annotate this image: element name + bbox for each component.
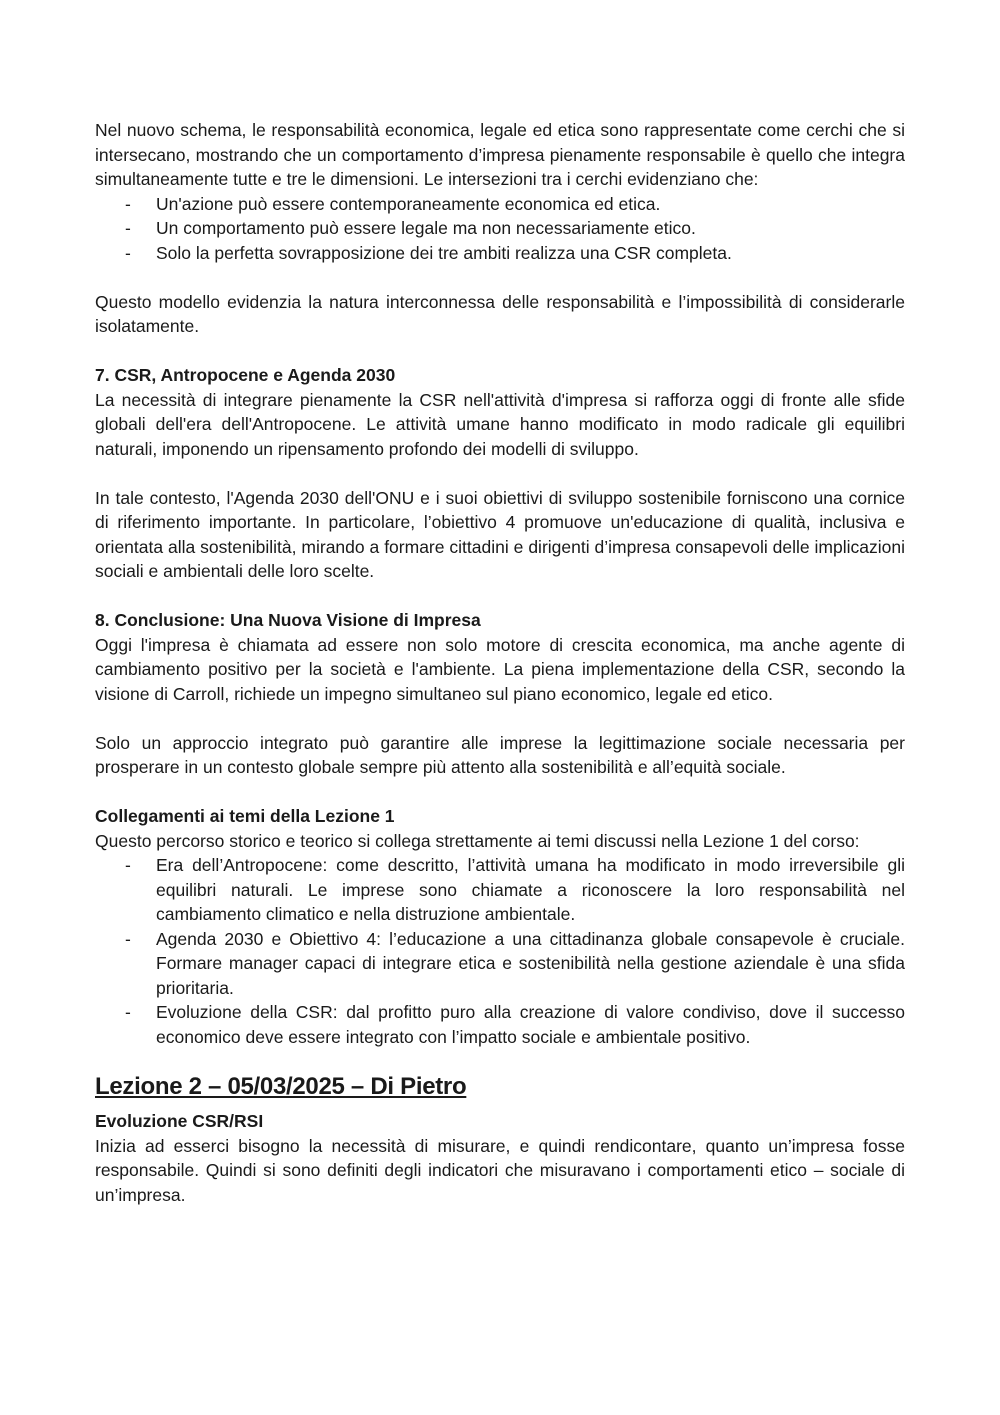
list-marker: - [125,242,131,263]
bullet-list-collegamenti [95,853,905,1049]
paragraph-7a: La necessità di integrare pienamente la CSR nell'attività d'impresa si rafforza oggi di fronte alle sfide globali dell'era dell'Antropocene. Le attività umane hanno modificato in modo radicale gli equilibri naturali, imponendo un ripensamento profondo dei modelli di sviluppo. [95,389,905,459]
list-marker: - [125,928,131,949]
bullet-list-schema [95,192,905,266]
paragraph-8a: Oggi l'impresa è chiamata ad essere non solo motore di crescita economica, ma anche agente di cambiamento positivo per la società e l'ambiente. La piena implementazione della CSR, secondo la visione di Carroll, richiede un impegno simultaneo sul piano economico, legale ed etico. [95,634,905,704]
list-item: - Era dell’Antropocene: come descritto, l’attività umana ha modificato in modo irreversibile gli equilibri naturali. Le imprese sono chiamate a riconoscere la loro responsabilità nel cambiamento climatico e nella distruzione ambientale. [125,855,905,924]
paragraph-collegamenti: Questo percorso storico e teorico si collega strettamente ai temi discussi nella Lezione 1 del corso: [95,830,860,851]
paragraph-7b: In tale contesto, l'Agenda 2030 dell'ONU e i suoi obiettivi di sviluppo sostenibile forniscono una cornice di riferimento importante. In particolare, l’obiettivo 4 promuove un'educazione di qualità, inclusiva e orientata alla sostenibilità, mirando a formare cittadini e dirigenti d’impresa consapevoli delle implicazioni sociali e ambientali delle loro scelte. [95,487,905,581]
paragraph-modello: Questo modello evidenzia la natura interconnessa delle responsabilità e l’impossibilità di considerarle isolatamente. [95,291,905,336]
list-marker: - [125,855,131,875]
list-item: - Agenda 2030 e Obiettivo 4: l’educazione a una cittadinanza globale consapevole è cruciale. Formare manager capaci di integrare etica e sostenibilità nella gestione aziendale è una sfida prioritaria. [125,928,905,998]
paragraph-schema: Nel nuovo schema, le responsabilità economica, legale ed etica sono rappresentate come cerchi che si intersecano, mostrando che un comportamento d’impresa pienamente responsabile è quello che integra simultaneamente tutte e tre le dimensioni. Le intersezioni tra i cerchi evidenziano che: [95,120,905,189]
section-heading-collegamenti: Collegamenti ai temi della Lezione 1 [95,806,395,826]
paragraph-evoluzione: Inizia ad esserci bisogno la necessità di misurare, e quindi rendicontare, quanto un’impresa fosse responsabile. Quindi si sono definiti degli indicatori che misuravano i comportamenti etico – sociale di un’impresa. [95,1135,905,1205]
list-item: - Evoluzione della CSR: dal profitto puro alla creazione di valore condiviso, dove il successo economico deve essere integrato con l’impatto sociale e ambientale positivo. [125,1002,905,1047]
list-marker: - [125,218,131,238]
list-marker: - [125,193,131,214]
section-heading-8: 8. Conclusione: Una Nuova Visione di Impresa [95,610,481,630]
list-item: - Un'azione può essere contemporaneamente economica ed etica. [95,192,905,217]
list-item: - Solo la perfetta sovrapposizione dei tre ambiti realizza una CSR completa. [95,241,905,266]
section-heading-evoluzione: Evoluzione CSR/RSI [95,1111,264,1131]
list-item: - Un comportamento può essere legale ma non necessariamente etico. [95,216,905,241]
section-heading-7: 7. CSR, Antropocene e Agenda 2030 [95,365,396,385]
lesson-title: Lezione 2 – 05/03/2025 – Di Pietro [95,1073,467,1100]
list-marker: - [125,1002,131,1022]
paragraph-8b: Solo un approccio integrato può garantire alle imprese la legittimazione sociale necessaria per prosperare in un contesto globale sempre più attento alla sostenibilità e all’equità sociale. [95,732,905,777]
